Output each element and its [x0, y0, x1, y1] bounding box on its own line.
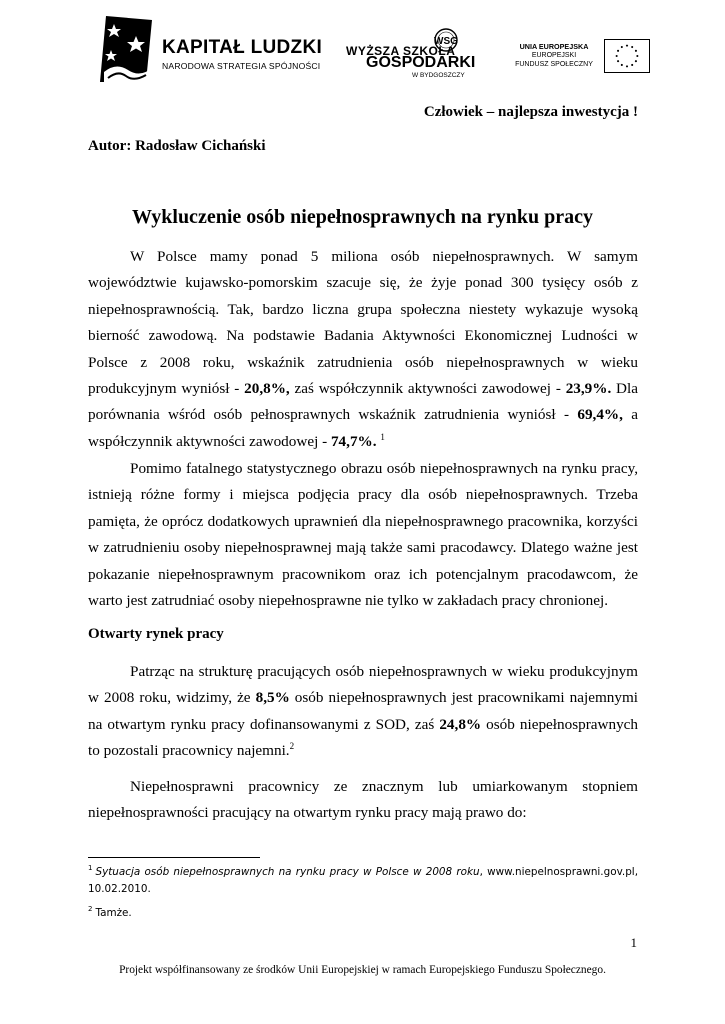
paragraph-1	[88, 244, 638, 455]
wsg-badge-icon	[426, 28, 466, 52]
p3-text-3: osób niepełnosprawnych to pozostali pracownicy najemni.	[88, 715, 638, 760]
wsg-line3: W BYDGOSZCZY	[412, 72, 465, 79]
wsg-line1: WYŻSZA SZKOŁA	[346, 44, 456, 58]
wsg-logo	[342, 28, 477, 78]
p3-bold-2: 24,8%	[439, 715, 482, 733]
document-title: Wykluczenie osób niepełnosprawnych na rynku pracy	[132, 206, 593, 228]
footnote-1	[88, 864, 638, 898]
p1-bold-1: 20,8%,	[244, 380, 290, 398]
footnote-1-title: Sytuacja osób niepełnosprawnych na rynku pracy w Polsce w 2008 roku	[95, 866, 480, 878]
kapital-ludzki-subtitle: NARODOWA STRATEGIA SPÓJNOŚCI	[162, 61, 321, 71]
wsg-badge-text: WSG	[434, 36, 458, 47]
footnote-1-number: 1	[88, 864, 93, 872]
p3-bold-1: 8,5%	[255, 689, 290, 707]
wsg-line2: GOSPODARKI	[366, 54, 476, 71]
footnote-2-text: Tamże.	[95, 907, 132, 919]
p1-bold-3: 69,4%,	[577, 406, 623, 424]
section-heading: Otwarty rynek pracy	[88, 626, 224, 642]
page-footer: Projekt współfinansowany ze środków Unii Europejskiej w ramach Europejskiego Funduszu Społecznego.	[119, 964, 606, 976]
p3-text-1: Patrząc na strukturę pracujących osób niepełnosprawnych w wieku produkcyjnym w 2008 roku, widzimy, że	[88, 663, 638, 707]
eu-stars	[616, 45, 639, 68]
author: Autor: Radosław Cichański	[88, 138, 266, 154]
p1-bold-2: 23,9%.	[565, 380, 612, 398]
eu-line3: FUNDUSZ SPOŁECZNY	[515, 61, 593, 68]
p1-text-3: Dla porównania wśród osób pełnosprawnych wskaźnik zatrudnienia wyniósł -	[88, 380, 638, 424]
kapital-ludzki-emblem-icon	[96, 12, 156, 84]
kapital-ludzki-title: KAPITAŁ LUDZKI	[162, 37, 323, 58]
footnote-1-rest: , www.niepelnosprawni.gov.pl, 10.02.2010.	[88, 866, 638, 895]
footnote-separator	[88, 857, 260, 858]
p3-text-2: osób niepełnosprawnych jest pracownikami najemnymi na otwartym rynku pracy dofinansowanymi z SOD, zaś	[88, 689, 639, 733]
eu-line1: UNIA EUROPEJSKA	[519, 42, 589, 51]
eu-line2: EUROPEJSKI	[531, 52, 577, 59]
p1-text-2: zaś współczynnik aktywności zawodowej -	[289, 380, 566, 398]
kapital-ludzki-logo	[96, 12, 326, 84]
eu-logo	[512, 38, 652, 76]
paragraph-3	[88, 659, 638, 765]
footnote-2	[88, 905, 638, 922]
footnote-2-number: 2	[88, 905, 93, 913]
page-number: 1	[630, 935, 637, 950]
paragraph-4: Niepełnosprawni pracownicy ze znacznym lub umiarkowanym stopniem niepełnosprawności pracujący na otwartym rynku pracy mają prawo do:	[88, 778, 638, 822]
p1-bold-4: 74,7%.	[330, 432, 377, 450]
footnote-ref-1[interactable]: 1	[380, 431, 385, 442]
eu-logo-text	[512, 42, 596, 69]
motto: Człowiek – najlepsza inwestycja !	[423, 104, 638, 120]
p1-text-1: W Polsce mamy ponad 5 miliona osób niepełnosprawnych. W samym województwie kujawsko-pomorskim szacuje się, że żyje ponad 300 tysięcy osób z niepełnosprawnością. Tak, bardzo liczna grupa społeczna niestety wykazuje wysoką bierność zawodową. Na podstawie Badania Aktywności Ekonomicznej Ludności w Polsce z 2008 roku, wskaźnik zatrudnienia osób niepełnosprawnych w wieku produkcyjnym wyniósł -	[88, 248, 638, 398]
eu-flag-icon	[604, 39, 650, 73]
footnote-ref-2[interactable]: 2	[289, 741, 295, 752]
paragraph-2: Pomimo fatalnego statystycznego obrazu osób niepełnosprawnych na rynku pracy, istnieją różne formy i miejsca podjęcia pracy dla osób niepełnosprawnych. Trzeba pamięta, że oprócz dodatkowych uprawnień dla niepełnosprawnego pracownika, korzyści w zatrudnieniu osoby niepełnosprawnej mają także sami pracodawcy. Dlatego ważne jest pokazanie niepełnosprawnym pracownikom oraz ich potencjalnym pracodawcom, że warto jest zatrudniać osoby niepełnosprawne nie tylko w zakładach pracy chronionej.	[88, 460, 638, 610]
p1-text-4: a współczynnik aktywności zawodowej -	[88, 406, 638, 450]
